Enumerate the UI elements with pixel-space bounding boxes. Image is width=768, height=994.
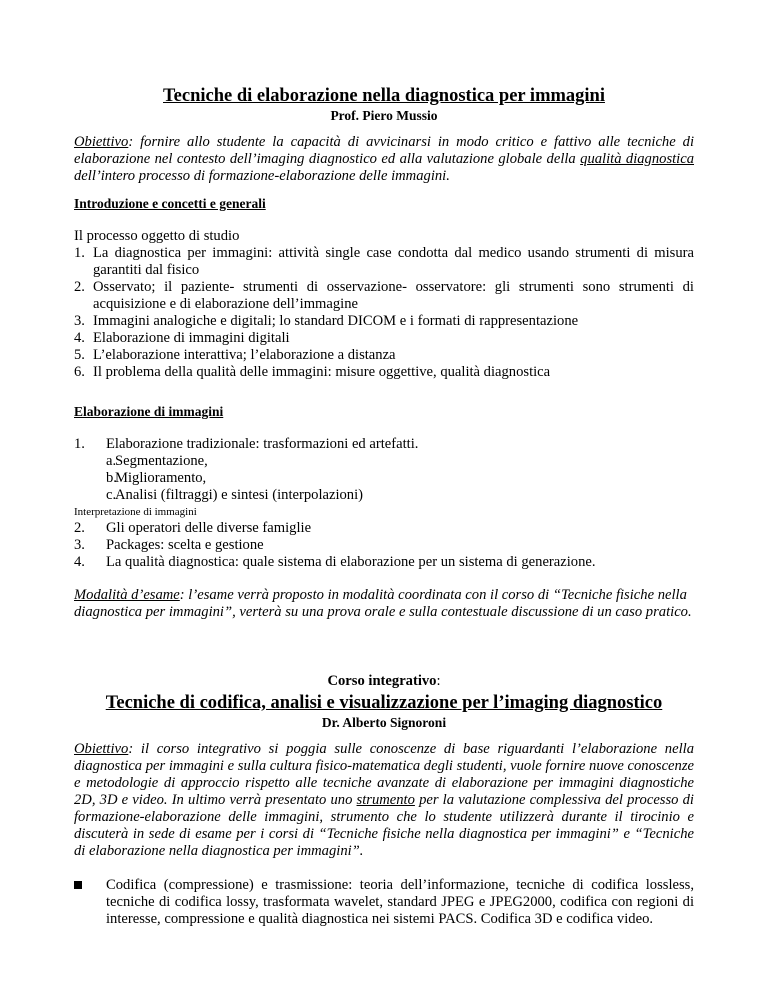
- objective-text-1: : il corso integrativo si poggia sulle conoscenze di base riguardanti l’elaborazione nella diagnostica per immagini e sulla cultura fisico-matematica degli studenti, vuole fornire nuove conoscenze e metodologie di approccio rispetto alle tecniche avanzate di elaborazione per immagini diagnostiche 2D, 3D e video. In ultimo verrà presentato uno: [74, 741, 694, 808]
- course1-author: Prof. Piero Mussio: [330, 108, 438, 123]
- sublist-item: [74, 487, 694, 504]
- objective-label: Obiettivo: [74, 741, 129, 757]
- sublist-item-letter: a.: [106, 453, 117, 469]
- sublist-item-text: Analisi (filtraggi) e sintesi (interpolazioni): [115, 487, 364, 503]
- bullet-text: Codifica (compressione) e trasmissione: teoria dell’informazione, tecniche di codifica lossless, tecniche di codifica lossy, trasformata wavelet, standard JPEG e JPEG2000, codifica con regioni di interesse, compressione e qualità diagnostica nei sistemi PACS. Codifica 3D e codifica video.: [106, 877, 694, 927]
- course2-author: Dr. Alberto Signoroni: [321, 715, 447, 730]
- course2-objective: [74, 741, 694, 860]
- list-item: [74, 330, 694, 347]
- list-item-number: 2.: [74, 520, 85, 536]
- integrative-course-colon: :: [436, 673, 441, 689]
- sublist-item-letter: b.: [106, 470, 117, 486]
- list-item-number: 3.: [74, 313, 85, 329]
- list-item: [74, 436, 694, 453]
- list-item: [74, 520, 694, 537]
- processing-sublist: [74, 453, 694, 504]
- list-item-text: Elaborazione di immagini digitali: [93, 330, 290, 346]
- course1-title: Tecniche di elaborazione nella diagnostica per immagini: [163, 86, 605, 106]
- sublist-item: [74, 470, 694, 487]
- list-item-number: 1.: [74, 436, 85, 452]
- exam-label: Modalità d’esame: [74, 587, 180, 603]
- list-item: [74, 313, 694, 330]
- list-item-text: Il problema della qualità delle immagini: misure oggettive, qualità diagnostica: [93, 364, 551, 380]
- intro-heading: Introduzione e concetti e generali: [74, 196, 266, 211]
- list-item-text: Gli operatori delle diverse famiglie: [106, 520, 312, 536]
- list-item: [74, 347, 694, 364]
- list-item: [74, 245, 694, 279]
- objective-text-2: dell’intero processo di formazione-elaborazione delle immagini.: [74, 168, 450, 184]
- sublist-item-text: Segmentazione,: [115, 453, 208, 469]
- exam-text: : l’esame verrà proposto in modalità coordinata con il corso di “Tecniche fisiche nella diagnostica per immagini”, verterà su una prova orale e sulla contestuale discussione di un caso pratico.: [74, 587, 692, 620]
- intro-list: [74, 245, 694, 381]
- list-item-text: La diagnostica per immagini: attività single case condotta dal medico usando strumenti di misura garantiti dal fisico: [93, 245, 694, 278]
- list-item-text: Packages: scelta e gestione: [106, 537, 264, 553]
- sublist-item: [74, 453, 694, 470]
- list-item-number: 6.: [74, 364, 85, 380]
- list-item: [74, 554, 694, 571]
- course2-title: Tecniche di codifica, analisi e visualizzazione per l’imaging diagnostico: [105, 693, 663, 713]
- bullet-item: [74, 877, 694, 928]
- square-bullet-icon: [74, 881, 82, 889]
- objective-highlight: strumento: [356, 792, 415, 808]
- list-item-number: 5.: [74, 347, 85, 363]
- objective-label: Obiettivo: [74, 134, 129, 150]
- sublist-item-text: Miglioramento,: [115, 470, 207, 486]
- sublist-item-letter: c.: [106, 487, 117, 503]
- objective-text-1: : fornire allo studente la capacità di avvicinarsi in modo critico e fattivo alle tecniche di elaborazione nel contesto dell’imaging diagnostico ed alla valutazione globale della: [74, 134, 694, 167]
- list-item: [74, 364, 694, 381]
- list-item: [74, 537, 694, 554]
- list-item-number: 1.: [74, 245, 85, 261]
- list-item-text: L’elaborazione interattiva; l’elaborazione a distanza: [93, 347, 396, 363]
- integrative-course-prefix: Corso integrativo: [327, 673, 437, 689]
- document-page: [74, 86, 694, 928]
- processing-list-rest: [74, 520, 694, 571]
- exam-paragraph: [74, 587, 694, 621]
- processing-list: [74, 436, 694, 453]
- processing-heading: Elaborazione di immagini: [74, 404, 224, 419]
- list-item-text: Elaborazione tradizionale: trasformazioni ed artefatti.: [106, 436, 419, 452]
- objective-highlight: qualità diagnostica: [580, 151, 695, 167]
- integrative-course-label: [74, 673, 694, 690]
- list-item-number: 3.: [74, 537, 85, 553]
- list-item-number: 4.: [74, 330, 85, 346]
- list-item: [74, 279, 694, 313]
- course1-objective: [74, 134, 694, 185]
- list-item-number: 4.: [74, 554, 85, 570]
- list-item-number: 2.: [74, 279, 85, 295]
- list-item-text: La qualità diagnostica: quale sistema di elaborazione per un sistema di generazione.: [106, 554, 596, 570]
- list-item-text: Immagini analogiche e digitali; lo standard DICOM e i formati di rappresentazione: [93, 313, 579, 329]
- intro-lead: Il processo oggetto di studio: [74, 228, 240, 244]
- objective-text-2: per la valutazione complessiva del processo di formazione-elaborazione delle immagini, strumento che lo studente utilizzerà durante il tirocinio e discuterà in sede di esame per i corsi di “Tecniche fisiche nella diagnostica per immagini” e “Tecniche di elaborazione nella diagnostica per immagini”.: [74, 792, 694, 859]
- list-item-text: Osservato; il paziente- strumenti di osservazione- osservatore: gli strumenti sono strumenti di acquisizione e di elaborazione dell’immagine: [93, 279, 694, 312]
- interpretation-note: Interpretazione di immagini: [74, 506, 197, 518]
